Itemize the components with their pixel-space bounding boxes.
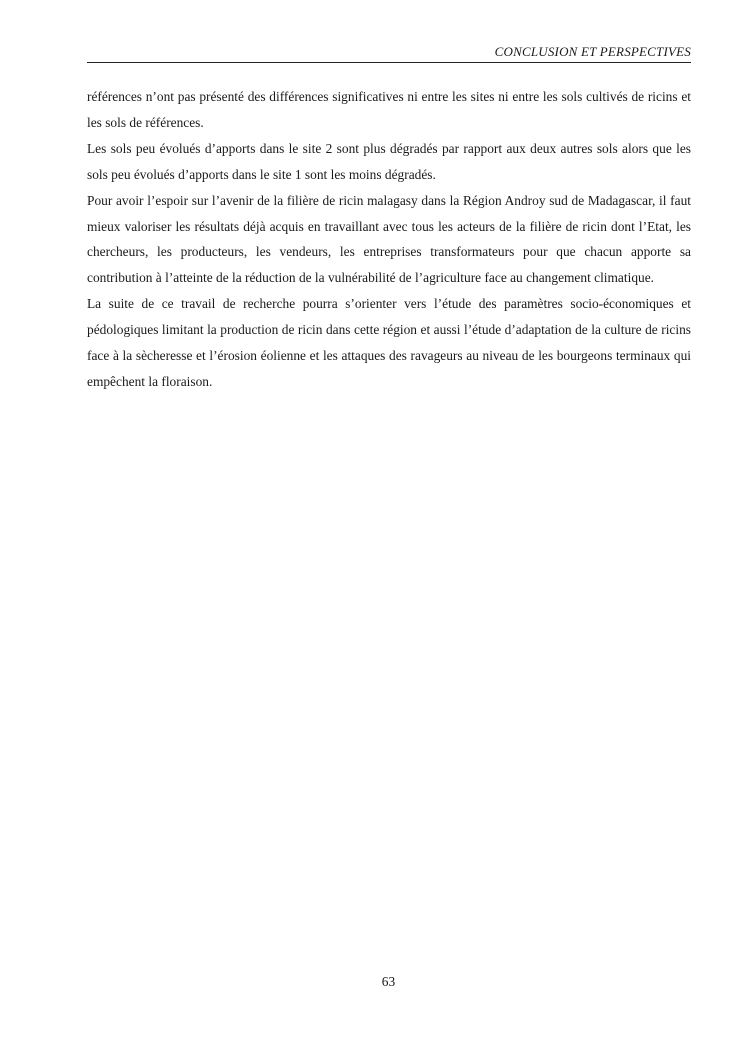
paragraph-1: références n’ont pas présenté des différences significatives ni entre les sites ni entre les sols cultivés de ricins et les sols de références. [87, 89, 691, 130]
body-text [87, 84, 691, 395]
paragraph-3: Pour avoir l’espoir sur l’avenir de la filière de ricin malagasy dans la Région Androy sud de Madagascar, il faut mieux valoriser les résultats déjà acquis en travaillant avec tous les acteurs de la filière de ricin dont l’Etat, les chercheurs, les producteurs, les vendeurs, les entreprises transformateurs pour que chacun apporte sa contribution à l’atteinte de la réduction de la vulnérabilité de l’agriculture face au changement climatique. [87, 192, 691, 286]
running-header [87, 43, 691, 61]
paragraph-4: La suite de ce travail de recherche pourra s’orienter vers l’étude des paramètres socio-économiques et pédologiques limitant la production de ricin dans cette région et aussi l’étude d’adaptation de la culture de ricins face à la sècheresse et l’érosion éolienne et les attaques des ravageurs au niveau de les bourgeons terminaux qui empêchent la floraison. [87, 296, 691, 389]
header-divider [87, 62, 691, 63]
paragraph-2: Les sols peu évolués d’apports dans le site 2 sont plus dégradés par rapport aux deux autres sols alors que les sols peu évolués d’apports dans le site 1 sont les moins dégradés. [87, 140, 691, 182]
section-title: CONCLUSION ET PERSPECTIVES [494, 44, 691, 59]
page-number: 63 [381, 974, 396, 989]
